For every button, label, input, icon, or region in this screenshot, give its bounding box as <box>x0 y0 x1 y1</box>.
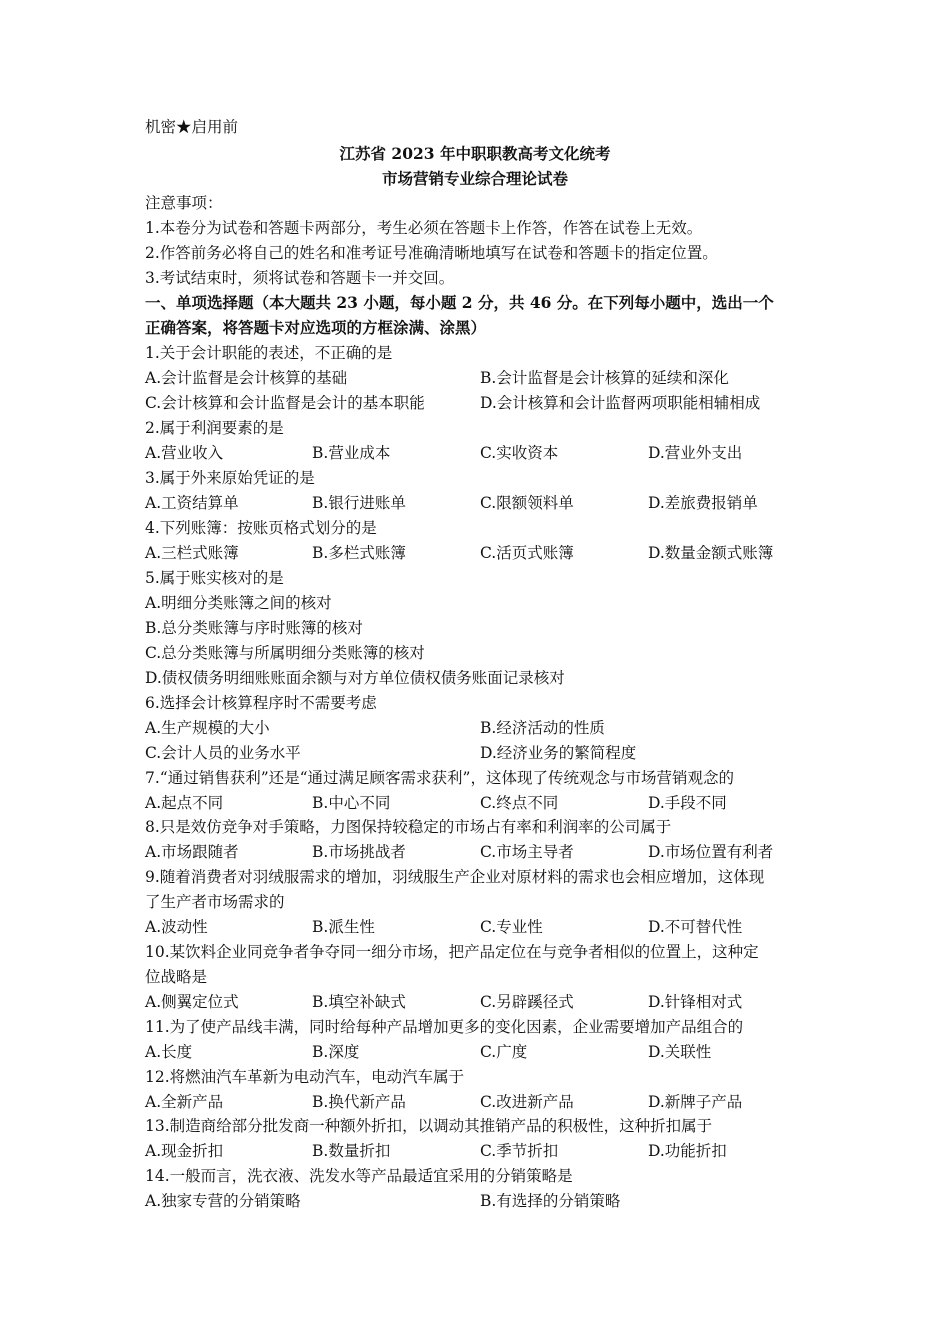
option-a: A.营业收入 <box>145 444 224 462</box>
option-b: B.深度 <box>312 1043 360 1061</box>
option-c: C.季节折扣 <box>480 1142 559 1160</box>
option-b: B.会计监督是会计核算的延续和深化 <box>480 369 729 387</box>
option-c: C.另辟蹊径式 <box>480 993 574 1011</box>
question-stem: 3.属于外来原始凭证的是 <box>145 469 315 487</box>
option-d: D.差旅费报销单 <box>648 494 758 512</box>
option-d: D.数量金额式账簿 <box>648 544 774 562</box>
option-c: C.终点不同 <box>480 794 559 812</box>
option-b: B.有选择的分销策略 <box>480 1192 621 1210</box>
option-c: C.活页式账簿 <box>480 544 574 562</box>
option-a: A.独家专营的分销策略 <box>145 1192 301 1210</box>
option-d: D.针锋相对式 <box>648 993 743 1011</box>
option-a: A.生产规模的大小 <box>145 719 270 737</box>
option-b: B.总分类账簿与序时账簿的核对 <box>145 619 363 637</box>
question-stem: 4.下列账簿：按账页格式划分的是 <box>145 519 377 537</box>
option-c: C.改进新产品 <box>480 1093 574 1111</box>
option-c: C.会计核算和会计监督是会计的基本职能 <box>145 394 425 412</box>
question-stem: 8.只是效仿竞争对手策略，力图保持较稳定的市场占有率和利润率的公司属于 <box>145 818 672 836</box>
option-b: B.数量折扣 <box>312 1142 391 1160</box>
question-stem-cont: 了生产者市场需求的 <box>145 893 285 911</box>
note-item: 3.考试结束时，须将试卷和答题卡一并交回。 <box>145 269 455 287</box>
option-a: A.现金折扣 <box>145 1142 224 1160</box>
option-b: B.中心不同 <box>312 794 391 812</box>
question-stem: 12.将燃油汽车革新为电动汽车，电动汽车属于 <box>145 1068 465 1086</box>
option-c: C.限额领料单 <box>480 494 574 512</box>
option-a: A.三栏式账簿 <box>145 544 239 562</box>
question-stem: 11.为了使产品线丰满，同时给每种产品增加更多的变化因素，企业需要增加产品组合的 <box>145 1018 744 1036</box>
option-c: C.会计人员的业务水平 <box>145 744 301 762</box>
option-c: C.广度 <box>480 1043 528 1061</box>
question-stem: 2.属于利润要素的是 <box>145 419 284 437</box>
question-stem: 14.一般而言，洗衣液、洗发水等产品最适宜采用的分销策略是 <box>145 1167 573 1185</box>
question-stem: 6.选择会计核算程序时不需要考虑 <box>145 694 377 712</box>
option-a: A.市场跟随者 <box>145 843 239 861</box>
question-stem: 9.随着消费者对羽绒服需求的增加，羽绒服生产企业对原材料的需求也会相应增加，这体现 <box>145 868 765 886</box>
option-a: A.起点不同 <box>145 794 224 812</box>
option-d: D.经济业务的繁简程度 <box>480 744 637 762</box>
option-a: A.明细分类账簿之间的核对 <box>145 594 332 612</box>
option-d: D.新牌子产品 <box>648 1093 743 1111</box>
option-a: A.全新产品 <box>145 1093 224 1111</box>
question-stem: 5.属于账实核对的是 <box>145 569 284 587</box>
exam-title: 江苏省 2023 年中职职教高考文化统考 <box>339 144 611 163</box>
option-d: D.功能折扣 <box>648 1142 727 1160</box>
option-d: D.市场位置有利者 <box>648 843 774 861</box>
option-d: D.关联性 <box>648 1043 712 1061</box>
option-b: B.填空补缺式 <box>312 993 406 1011</box>
option-d: D.不可替代性 <box>648 918 743 936</box>
question-stem: 1.关于会计职能的表述，不正确的是 <box>145 344 393 362</box>
option-b: B.市场挑战者 <box>312 843 406 861</box>
option-a: A.工资结算单 <box>145 494 239 512</box>
question-stem: 7.“通过销售获利”还是“通过满足顾客需求获利”，这体现了传统观念与市场营销观念的 <box>145 769 734 787</box>
question-stem: 13.制造商给部分批发商一种额外折扣，以调动其推销产品的积极性，这种折扣属于 <box>145 1117 713 1135</box>
option-a: A.会计监督是会计核算的基础 <box>145 369 348 387</box>
notes-heading: 注意事项： <box>145 194 223 212</box>
option-b: B.营业成本 <box>312 444 391 462</box>
option-d: D.营业外支出 <box>648 444 743 462</box>
option-b: B.银行进账单 <box>312 494 406 512</box>
option-d: D.债权债务明细账账面余额与对方单位债权债务账面记录核对 <box>145 669 565 687</box>
option-c: C.市场主导者 <box>480 843 574 861</box>
section-heading-cont: 正确答案，将答题卡对应选项的方框涂满、涂黑） <box>145 318 487 337</box>
option-b: B.多栏式账簿 <box>312 544 406 562</box>
option-a: A.侧翼定位式 <box>145 993 239 1011</box>
note-item: 1.本卷分为试卷和答题卡两部分，考生必须在答题卡上作答，作答在试卷上无效。 <box>145 219 703 237</box>
option-a: A.波动性 <box>145 918 208 936</box>
note-item: 2.作答前务必将自己的姓名和准考证号准确清晰地填写在试卷和答题卡的指定位置。 <box>145 244 718 262</box>
exam-subtitle: 市场营销专业综合理论试卷 <box>381 169 568 188</box>
section-heading: 一、单项选择题（本大题共 23 小题，每小题 2 分，共 46 分。在下列每小题中，选出一个 <box>145 293 774 312</box>
option-c: C.实收资本 <box>480 444 559 462</box>
option-b: B.派生性 <box>312 918 375 936</box>
option-a: A.长度 <box>145 1043 193 1061</box>
option-b: B.经济活动的性质 <box>480 719 605 737</box>
question-stem: 10.某饮料企业同竞争者争夺同一细分市场，把产品定位在与竞争者相似的位置上，这种定 <box>145 943 759 961</box>
option-d: D.手段不同 <box>648 794 727 812</box>
option-c: C.专业性 <box>480 918 543 936</box>
question-stem-cont: 位战略是 <box>145 968 208 986</box>
option-c: C.总分类账簿与所属明细分类账簿的核对 <box>145 644 425 662</box>
option-b: B.换代新产品 <box>312 1093 406 1111</box>
confidential-mark: 机密★启用前 <box>145 118 239 136</box>
option-d: D.会计核算和会计监督两项职能相辅相成 <box>480 394 761 412</box>
